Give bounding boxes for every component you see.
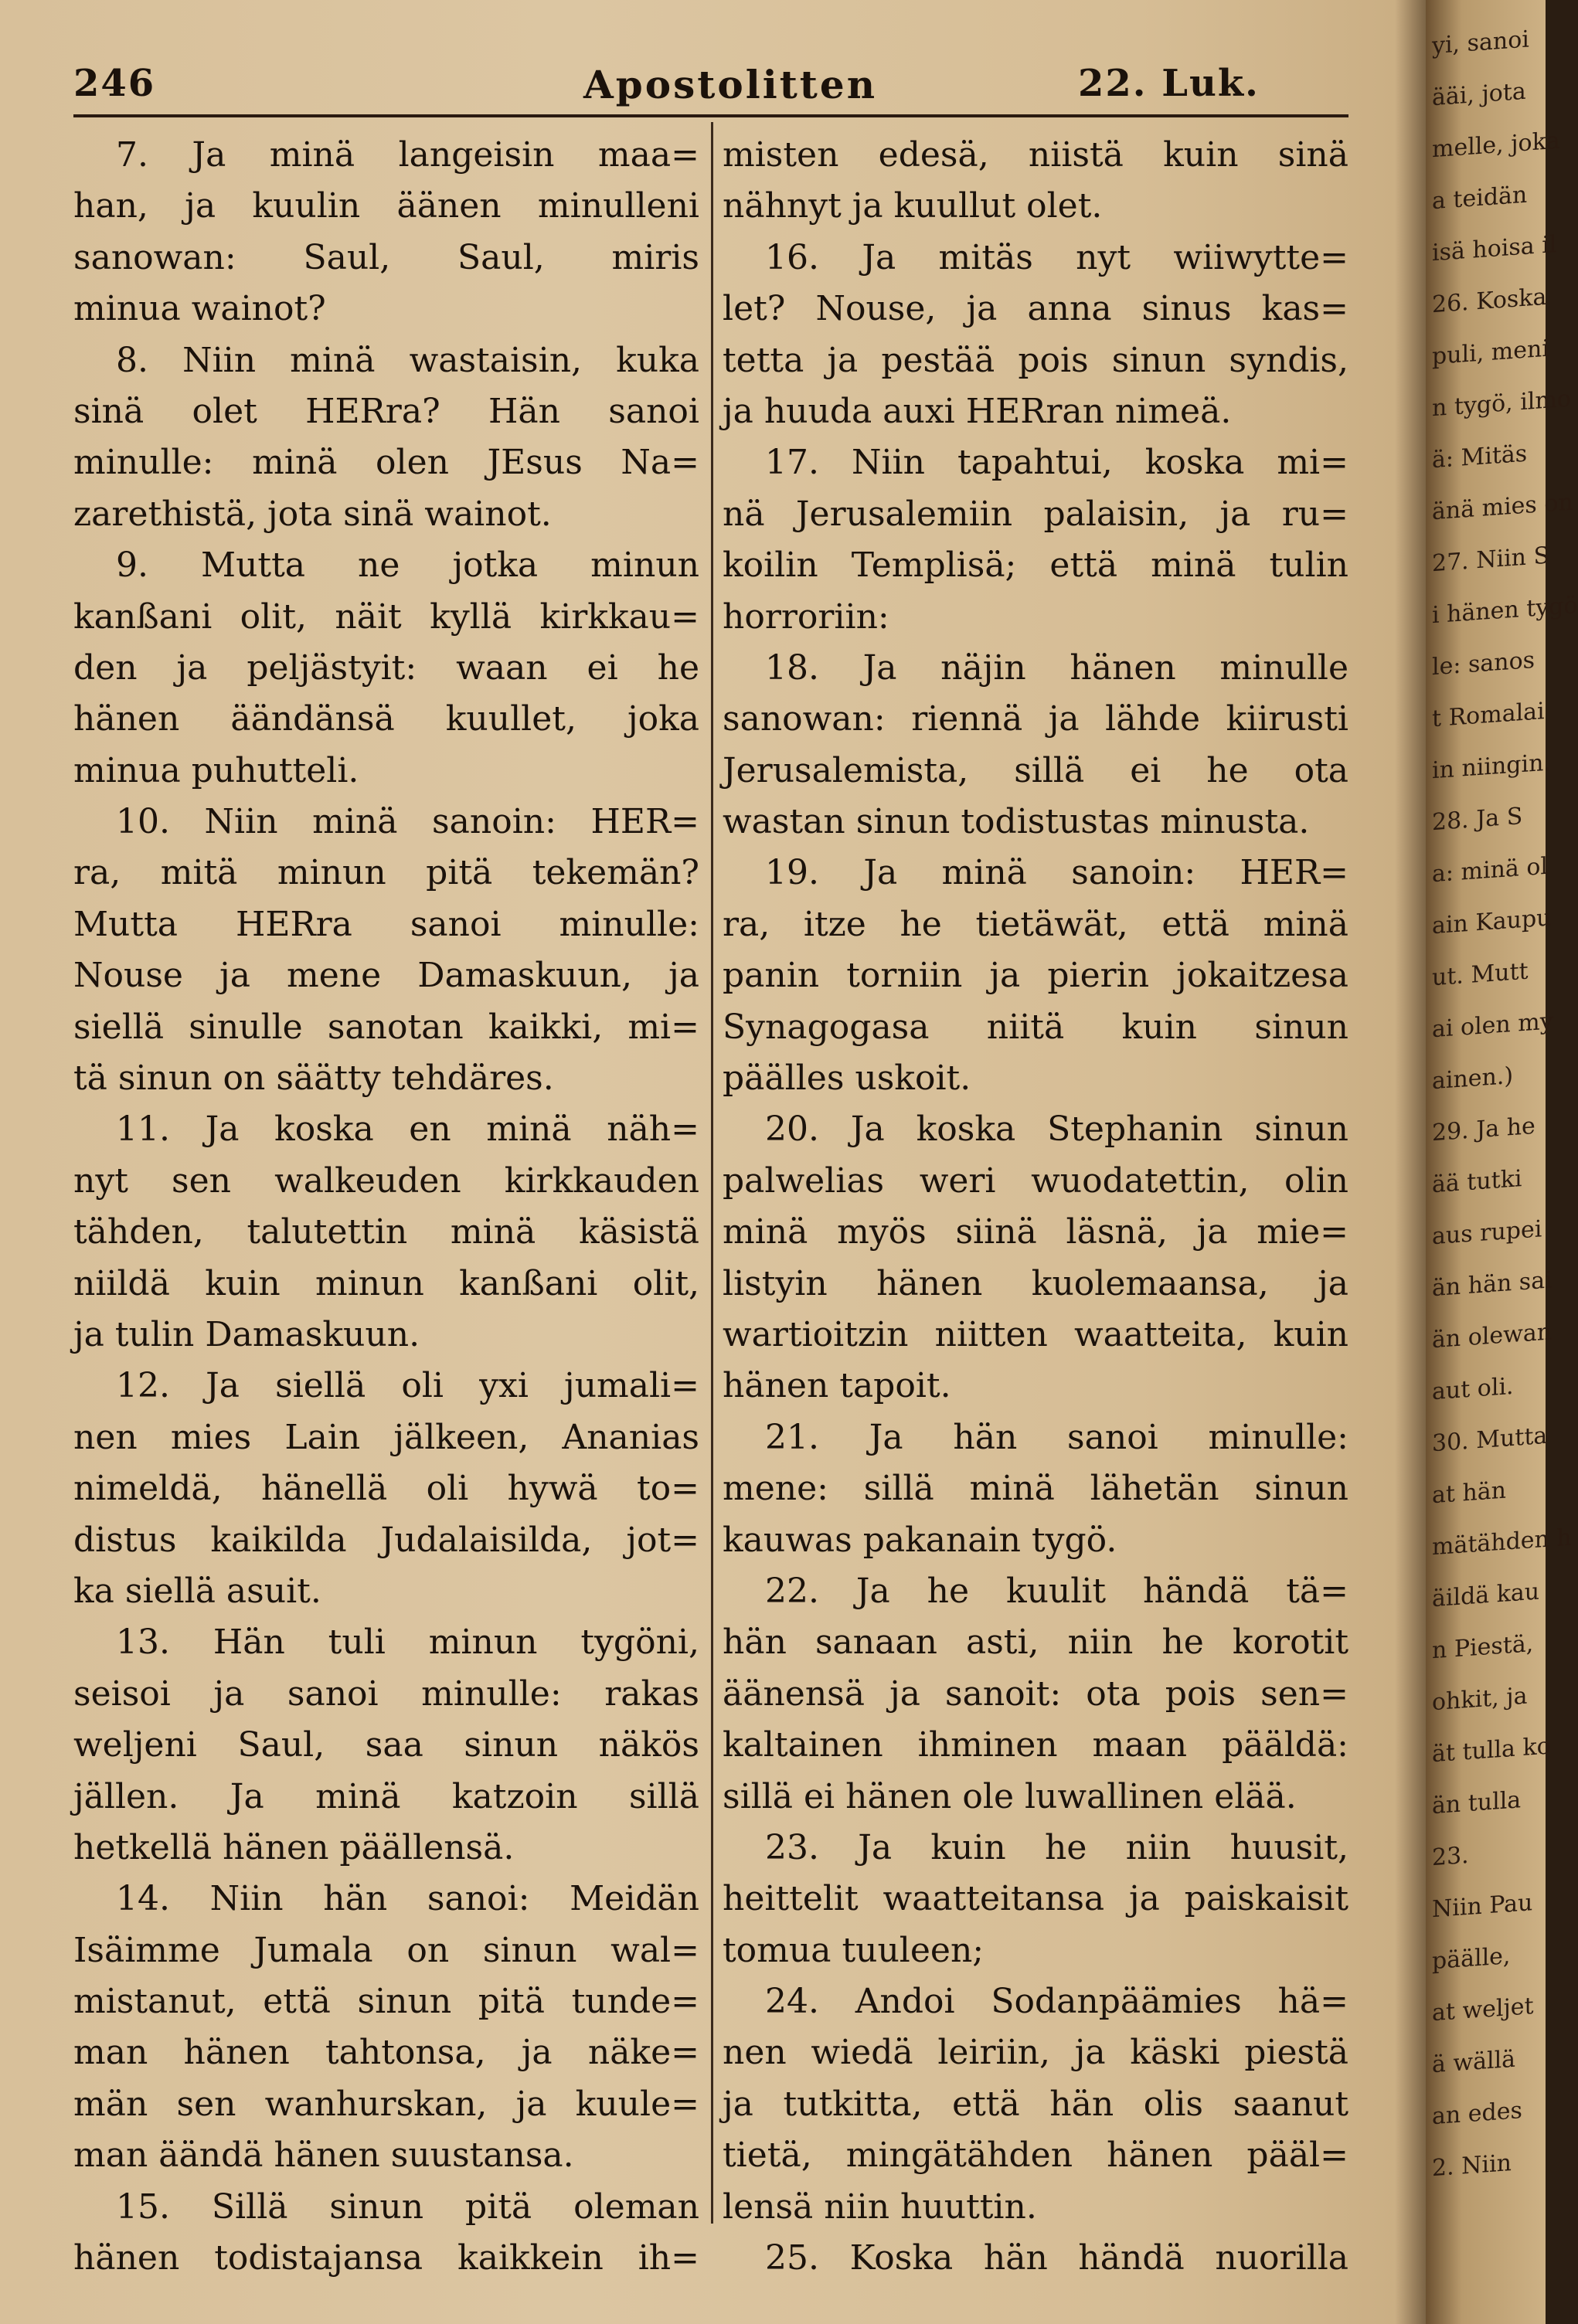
adjacent-page-fragment: 29. Ja he: [1432, 1112, 1535, 1147]
text-line: 9. Mutta ne jotka minun: [116, 545, 699, 586]
text-line: koilin Templisä; että minä tulin: [723, 545, 1348, 586]
text-line: tomua tuuleen;: [723, 1930, 985, 1970]
text-line: seisoi ja sanoi minulle: rakas: [73, 1673, 699, 1714]
adjacent-page-fragment: ä wällä: [1432, 2045, 1516, 2079]
text-line: minua puhutteli.: [73, 750, 359, 790]
text-line: Jerusalemista, sillä ei he ota: [723, 750, 1348, 790]
chapter-reference: 22. Luk.: [1078, 62, 1260, 105]
adjacent-page-fragment: äildä kau: [1432, 1578, 1540, 1613]
text-line: 20. Ja koska Stephanin sinun: [765, 1109, 1348, 1150]
adjacent-page-fragment: ää tutki: [1432, 1165, 1522, 1199]
text-line: 14. Niin hän sanoi: Meidän: [116, 1879, 699, 1919]
text-line: wastan sinun todistustas minusta.: [723, 802, 1310, 842]
text-line: panin torniin ja pierin jokaitzesa: [723, 956, 1348, 996]
text-line: 18. Ja näjin hänen minulle: [765, 647, 1348, 688]
text-line: kauwas pakanain tygö.: [723, 1520, 1117, 1560]
text-line: sanowan: Saul, Saul, miris: [73, 237, 699, 277]
text-line: tähden, talutettin minä käsistä: [73, 1212, 699, 1252]
text-line: 24. Andoi Sodanpäämies hä=: [765, 1982, 1348, 2022]
adjacent-page-fragment: aus rupei: [1432, 1215, 1542, 1251]
column-divider: [711, 122, 713, 2224]
text-line: weljeni Saul, saa sinun näkös: [73, 1725, 699, 1765]
text-line: tietä, mingätähden hänen pääl=: [723, 2135, 1348, 2176]
text-line: 7. Ja minä langeisin maa=: [116, 135, 699, 175]
text-line: siellä sinulle sanotan kaikki, mi=: [73, 1007, 699, 1047]
adjacent-page-fragment: isä hoisa il: [1432, 230, 1557, 267]
text-line: misten edesä, niistä kuin sinä: [723, 135, 1348, 175]
adjacent-page-fragment: yi, sanoi: [1432, 25, 1529, 60]
adjacent-page-fragment: ainen.): [1432, 1062, 1514, 1096]
text-line: man äändä hänen suustansa.: [73, 2135, 574, 2176]
text-line: sillä ei hänen ole luwallinen elää.: [723, 1776, 1297, 1816]
adjacent-page-edge: [1426, 0, 1578, 2324]
text-line: 23. Ja kuin he niin huusit,: [765, 1827, 1348, 1867]
text-line: minulle: minä olen JEsus Na=: [73, 443, 699, 483]
text-line: ra, itze he tietäwät, että minä: [723, 904, 1348, 944]
text-line: zarethistä, jota sinä wainot.: [73, 494, 552, 534]
adjacent-page-fragment: Niin Pau: [1432, 1889, 1533, 1924]
text-line: nä Jerusalemiin palaisin, ja ru=: [723, 494, 1348, 534]
adjacent-page-fragment: a teidän: [1432, 181, 1528, 216]
text-line: wartioitzin niitten waatteita, kuin: [723, 1314, 1348, 1354]
adjacent-page-fragment: in niingin.: [1432, 749, 1551, 785]
adjacent-page-fragment: 2. Niin: [1432, 2149, 1512, 2183]
adjacent-page-fragment: än tulla: [1432, 1786, 1522, 1820]
adjacent-page-fragment: 27. Niin S: [1432, 542, 1550, 578]
adjacent-page-fragment: ät tulla ko: [1432, 1732, 1551, 1768]
text-line: 25. Koska hän händä nuorilla: [765, 2238, 1348, 2278]
adjacent-page-fragment: än olewan: [1432, 1318, 1552, 1354]
adjacent-page-fragment: ä: Mitäs: [1432, 440, 1528, 474]
text-line: nähnyt ja kuullut olet.: [723, 186, 1103, 226]
adjacent-page-fragment: 30. Mutta: [1432, 1422, 1548, 1458]
adjacent-page-fragment: a: minä ol: [1432, 852, 1548, 888]
text-line: 12. Ja siellä oli yxi jumali=: [116, 1366, 699, 1406]
text-line: mistanut, että sinun pitä tunde=: [73, 1982, 699, 2022]
adjacent-page-fragment: at weljet: [1432, 1993, 1534, 2027]
text-line: man hänen tahtonsa, ja näke=: [73, 2033, 699, 2073]
text-line: let? Nouse, ja anna sinus kas=: [723, 289, 1348, 329]
adjacent-page-fragment: le: sanos: [1432, 646, 1535, 681]
text-line: 17. Niin tapahtui, koska mi=: [765, 443, 1348, 483]
adjacent-page-fragment: an edes: [1432, 2097, 1522, 2131]
adjacent-page-fragment: at hän: [1432, 1476, 1507, 1510]
text-line: 11. Ja koska en minä näh=: [116, 1109, 699, 1150]
text-line: nyt sen walkeuden kirkkauden: [73, 1160, 699, 1201]
text-line: hetkellä hänen päällensä.: [73, 1827, 515, 1867]
text-line: lensä niin huuttin.: [723, 2186, 1037, 2227]
text-line: 8. Niin minä wastaisin, kuka: [116, 340, 699, 380]
text-line: jällen. Ja minä katzoin sillä: [73, 1776, 699, 1816]
adjacent-page-fragment: änä mies on: [1432, 488, 1573, 526]
text-line: hänen äändänsä kuullet, joka: [73, 699, 699, 739]
text-line: mene: sillä minä lähetän sinun: [723, 1469, 1348, 1509]
text-line: 16. Ja mitäs nyt wiiwytte=: [765, 237, 1348, 277]
adjacent-page-fragment: puli, meni: [1432, 335, 1549, 371]
text-line: ka siellä asuit.: [73, 1571, 321, 1611]
adjacent-page-fragment: ai olen my: [1432, 1007, 1553, 1044]
adjacent-page-fragment: t Romalai: [1432, 698, 1545, 733]
text-line: tä sinun on säätty tehdäres.: [73, 1058, 554, 1099]
text-line: 15. Sillä sinun pitä oleman: [116, 2186, 699, 2227]
text-line: hän sanaan asti, niin he korotit: [723, 1622, 1348, 1663]
text-line: ra, mitä minun pitä tekemän?: [73, 853, 699, 893]
text-line: sinä olet HERra? Hän sanoi: [73, 391, 699, 431]
text-line: Mutta HERra sanoi minulle:: [73, 904, 699, 944]
text-line: nimeldä, hänellä oli hywä to=: [73, 1469, 699, 1509]
adjacent-page-fragment: ääi, jota: [1432, 77, 1526, 112]
text-line: 21. Ja hän sanoi minulle:: [765, 1417, 1348, 1457]
text-line: 10. Niin minä sanoin: HER=: [116, 802, 699, 842]
page-number: 246: [73, 62, 156, 105]
text-line: tetta ja pestää pois sinun syndis,: [723, 340, 1348, 380]
text-line: horroriin:: [723, 596, 889, 637]
adjacent-page-fragment: n Piestä,: [1432, 1630, 1534, 1665]
header-rule: [73, 114, 1348, 117]
text-line: äänensä ja sanoit: ota pois sen=: [723, 1673, 1348, 1714]
adjacent-page-fragment: 28. Ja S: [1432, 803, 1523, 837]
text-line: sanowan: riennä ja lähde kiirusti: [723, 699, 1348, 739]
adjacent-page-fragment: 26. Koska: [1432, 283, 1547, 319]
text-line: kaltainen ihminen maan pääldä:: [723, 1725, 1348, 1765]
text-line: minua wainot?: [73, 289, 326, 329]
text-line: ja tulin Damaskuun.: [73, 1314, 420, 1354]
adjacent-page-fragment: ut. Mutt: [1432, 957, 1529, 992]
adjacent-page-fragment: ohkit, ja: [1432, 1682, 1528, 1717]
adjacent-page-fragment: mätähden h: [1432, 1524, 1572, 1561]
spine-shadow: [1395, 0, 1426, 2324]
adjacent-page-fragment: aut oli.: [1432, 1372, 1514, 1406]
text-line: nen wiedä leiriin, ja käski piestä: [723, 2033, 1348, 2073]
text-line: palwelias weri wuodatettin, olin: [723, 1160, 1348, 1201]
text-line: 13. Hän tuli minun tygöni,: [116, 1622, 699, 1663]
adjacent-page-fragment: päälle,: [1432, 1942, 1511, 1976]
text-line: heittelit waatteitansa ja paiskaisit: [723, 1879, 1348, 1919]
text-line: han, ja kuulin äänen minulleni: [73, 186, 699, 226]
adjacent-page-fragment: ain Kaupu: [1432, 904, 1552, 940]
text-line: Isäimme Jumala on sinun wal=: [73, 1930, 699, 1970]
running-title: Apostolitten: [583, 62, 878, 107]
adjacent-page-fragment: n tygö, ilmo: [1432, 385, 1571, 423]
adjacent-page-fragment: än hän sai: [1432, 1266, 1552, 1303]
text-line: nen mies Lain jälkeen, Ananias: [73, 1417, 699, 1457]
text-line: män sen wanhurskan, ja kuule=: [73, 2084, 699, 2124]
text-line: minä myös siinä läsnä, ja mie=: [723, 1212, 1348, 1252]
adjacent-page-fragment: i hänen tygö: [1432, 592, 1578, 630]
text-line: ja tutkitta, että hän olis saanut: [723, 2084, 1348, 2124]
left-text-column: [73, 130, 699, 2284]
text-line: hänen todistajansa kaikkein ih=: [73, 2238, 699, 2278]
text-line: päälles uskoit.: [723, 1058, 971, 1099]
text-line: 19. Ja minä sanoin: HER=: [765, 853, 1348, 893]
adjacent-page-fragment: 23.: [1432, 1841, 1469, 1872]
text-line: 22. Ja he kuulit händä tä=: [765, 1571, 1348, 1611]
text-line: distus kaikilda Judalaisilda, jot=: [73, 1520, 699, 1560]
adjacent-page-fragment: melle, joka: [1432, 127, 1560, 164]
text-line: den ja peljästyit: waan ei he: [73, 647, 699, 688]
text-line: listyin hänen kuolemaansa, ja: [723, 1263, 1348, 1303]
text-line: kanßani olit, näit kyllä kirkkau=: [73, 596, 699, 637]
text-line: hänen tapoit.: [723, 1366, 951, 1406]
right-text-column: [723, 130, 1348, 2284]
text-line: ja huuda auxi HERran nimeä.: [723, 391, 1232, 431]
text-line: niildä kuin minun kanßani olit,: [73, 1263, 699, 1303]
text-line: Nouse ja mene Damaskuun, ja: [73, 956, 699, 996]
text-line: Synagogasa niitä kuin sinun: [723, 1007, 1348, 1047]
